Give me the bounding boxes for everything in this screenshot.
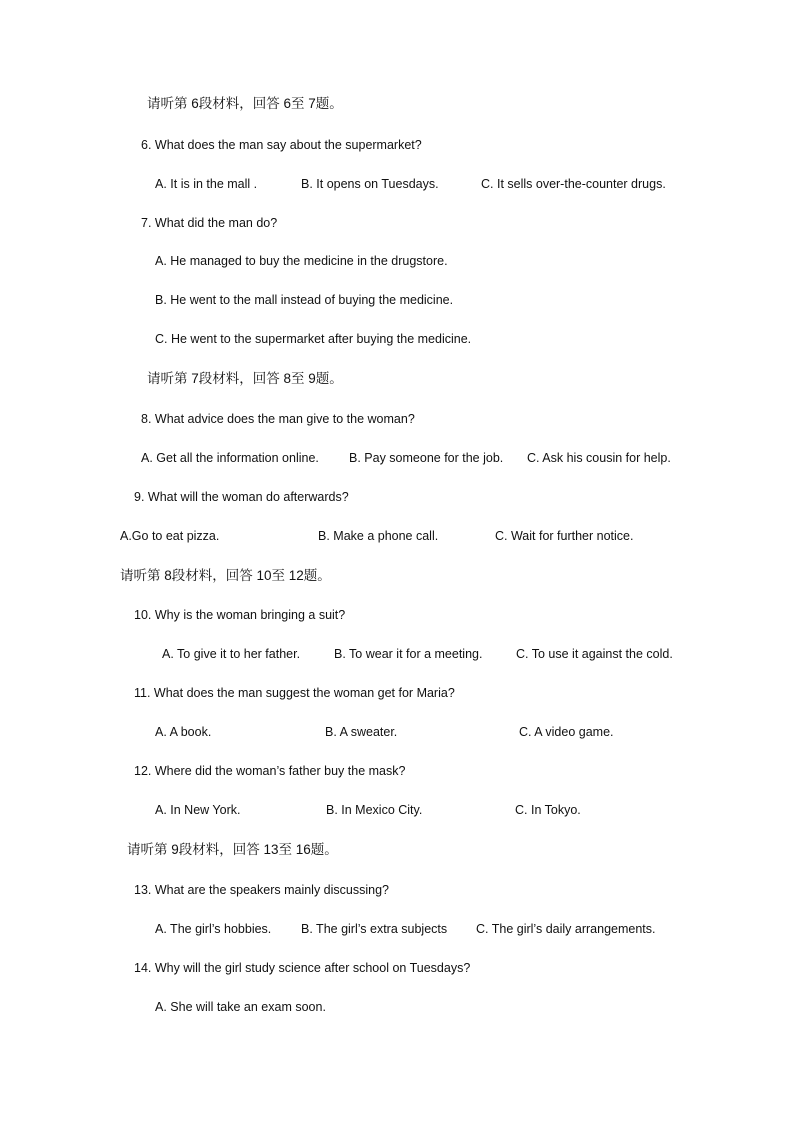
question-13: 13. What are the speakers mainly discussing? (134, 883, 389, 897)
question-7-option-c: C. He went to the supermarket after buying the medicine. (155, 332, 472, 346)
question-7: 7. What did the man do? (141, 216, 278, 230)
question-6-option-a: A. It is in the mall . (155, 177, 258, 191)
question-7-option-a: A. He managed to buy the medicine in the drugstore. (155, 254, 448, 268)
question-12-option-a: A. In New York. (155, 803, 241, 817)
question-10-option-a: A. To give it to her father. (162, 647, 301, 661)
question-14-option-a: A. She will take an exam soon. (155, 1000, 326, 1014)
question-8-option-a: A. Get all the information online. (141, 451, 319, 465)
question-13-option-a: A. The girl’s hobbies. (155, 922, 272, 936)
question-13-option-c: C. The girl’s daily arrangements. (476, 922, 656, 936)
question-13-option-b: B. The girl’s extra subjects (301, 922, 448, 936)
question-6-option-c: C. It sells over-the-counter drugs. (481, 177, 666, 191)
question-9: 9. What will the woman do afterwards? (134, 490, 349, 504)
question-10-option-c: C. To use it against the cold. (516, 647, 673, 661)
question-11: 11. What does the man suggest the woman get for Maria? (134, 686, 455, 700)
section-heading-7: 请听第 7段材料，回答 8至 9题。 (147, 371, 343, 386)
question-9-option-c: C. Wait for further notice. (495, 529, 634, 543)
question-12-option-b: B. In Mexico City. (326, 803, 423, 817)
question-11-option-b: B. A sweater. (325, 725, 398, 739)
question-8-option-b: B. Pay someone for the job. (349, 451, 504, 465)
question-6: 6. What does the man say about the supermarket? (141, 138, 422, 152)
question-6-option-b: B. It opens on Tuesdays. (301, 177, 439, 191)
question-9-option-b: B. Make a phone call. (318, 529, 439, 543)
question-11-option-c: C. A video game. (519, 725, 614, 739)
question-14: 14. Why will the girl study science after school on Tuesdays? (134, 961, 471, 975)
section-heading-9: 请听第 9段材料，回答 13至 16题。 (127, 842, 338, 857)
question-7-option-b: B. He went to the mall instead of buying the medicine. (155, 293, 454, 307)
question-10: 10. Why is the woman bringing a suit? (134, 608, 346, 622)
question-10-option-b: B. To wear it for a meeting. (334, 647, 483, 661)
question-12-option-c: C. In Tokyo. (515, 803, 581, 817)
question-11-option-a: A. A book. (155, 725, 212, 739)
question-8: 8. What advice does the man give to the woman? (141, 412, 415, 426)
question-12: 12. Where did the woman’s father buy the mask? (134, 764, 406, 778)
section-heading-6: 请听第 6段材料，回答 6至 7题。 (147, 96, 343, 111)
question-9-option-a: A.Go to eat pizza. (120, 529, 220, 543)
section-heading-8: 请听第 8段材料，回答 10至 12题。 (120, 568, 331, 583)
question-8-option-c: C. Ask his cousin for help. (527, 451, 671, 465)
